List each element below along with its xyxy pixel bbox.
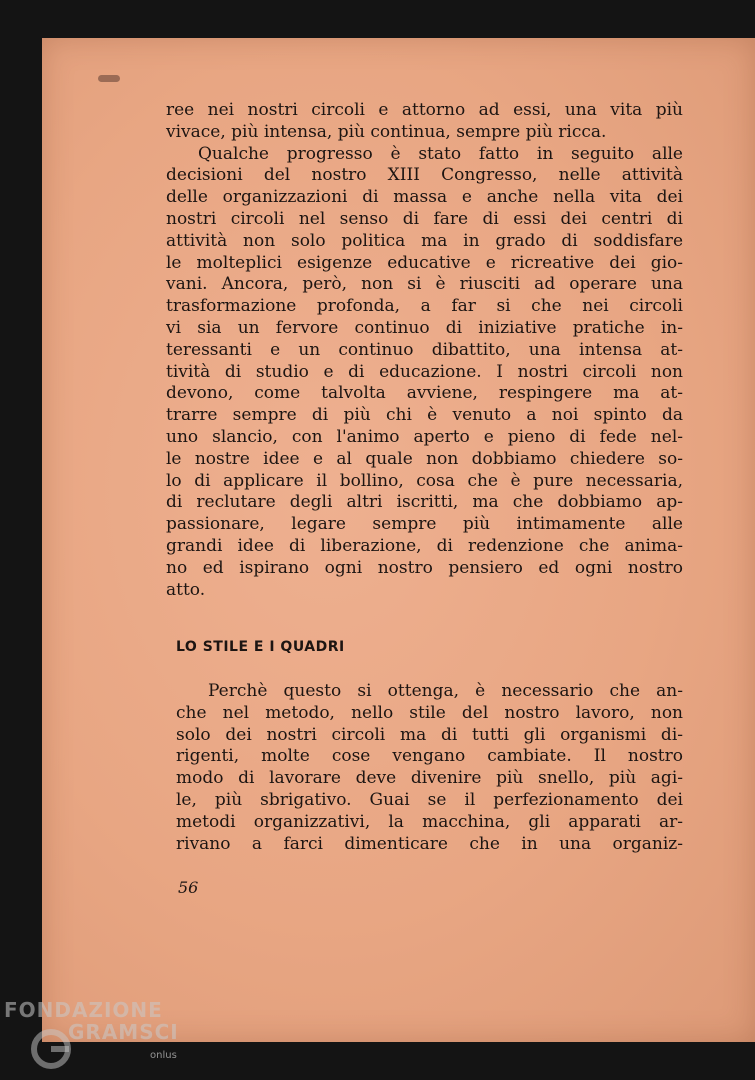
page-number: 56 bbox=[178, 878, 199, 897]
text-line: grandi idee di liberazione, di redenzione che anima- bbox=[166, 535, 683, 556]
text-line: uno slancio, con l'animo aperto e pieno di fede nel- bbox=[166, 426, 683, 447]
text-line: attività non solo politica ma in grado di soddisfare bbox=[166, 230, 683, 251]
binding-mark bbox=[98, 75, 120, 82]
text-line: solo dei nostri circoli ma di tutti gli organismi di- bbox=[176, 724, 683, 745]
text-line: no ed ispirano ogni nostro pensiero ed ogni nostro bbox=[166, 557, 683, 578]
text-line: che nel metodo, nello stile del nostro lavoro, non bbox=[176, 702, 683, 723]
text-line: metodi organizzativi, la macchina, gli apparati ar- bbox=[176, 811, 683, 832]
text-line: le, più sbrigativo. Guai se il perfezionamento dei bbox=[176, 789, 683, 810]
watermark-line2: GRAMSCI bbox=[68, 1020, 179, 1044]
text-line: le molteplici esigenze educative e ricreative dei gio- bbox=[166, 252, 683, 273]
text-line: vani. Ancora, però, non si è riusciti ad operare una bbox=[166, 274, 683, 295]
text-line: le nostre idee e al quale non dobbiamo chiedere so- bbox=[166, 448, 683, 469]
text-line: lo di applicare il bollino, cosa che è pure necessaria, bbox=[166, 470, 683, 491]
text-line: teressanti e un continuo dibattito, una intensa at- bbox=[166, 339, 683, 360]
text-line: passionare, legare sempre più intimamente alle bbox=[166, 514, 683, 535]
text-line: Qualche progresso è stato fatto in seguito alle bbox=[198, 143, 683, 164]
body-text-bottom bbox=[176, 681, 683, 855]
text-line: ree nei nostri circoli e attorno ad essi, una vita più bbox=[166, 100, 683, 120]
text-line: nostri circoli nel senso di fare di essi dei centri di bbox=[166, 208, 683, 229]
text-line: decisioni del nostro XIII Congresso, nelle attività bbox=[166, 165, 683, 186]
text-line: di reclutare degli altri iscritti, ma che dobbiamo ap- bbox=[166, 492, 683, 513]
text-line: rivano a farci dimenticare che in una organiz- bbox=[176, 833, 683, 854]
text-line: rigenti, molte cose vengano cambiate. Il nostro bbox=[176, 746, 683, 767]
text-line: Perchè questo si ottenga, è necessario che an- bbox=[208, 681, 683, 701]
text-line: modo di lavorare deve divenire più snello, più agi- bbox=[176, 768, 683, 789]
text-line: trarre sempre di più chi è venuto a noi spinto da bbox=[166, 405, 683, 426]
text-line: vivace, più intensa, più continua, sempre più ricca. bbox=[166, 121, 607, 142]
text-line: atto. bbox=[166, 579, 206, 600]
text-line: vi sia un fervore continuo di iniziative pratiche in- bbox=[166, 317, 683, 338]
text-line: trasformazione profonda, a far si che nei circoli bbox=[166, 296, 683, 317]
section-heading: LO STILE E I QUADRI bbox=[176, 639, 345, 655]
text-line: devono, come talvolta avviene, respingere ma at- bbox=[166, 383, 683, 404]
body-text-top bbox=[166, 100, 683, 601]
watermark-logo bbox=[0, 996, 200, 1080]
text-line: delle organizzazioni di massa e anche nella vita dei bbox=[166, 187, 683, 208]
watermark-line1: FONDAZIONE bbox=[4, 998, 163, 1022]
text-line: tività di studio e di educazione. I nostri circoli non bbox=[166, 361, 683, 382]
watermark-suffix: onlus bbox=[150, 1050, 177, 1061]
